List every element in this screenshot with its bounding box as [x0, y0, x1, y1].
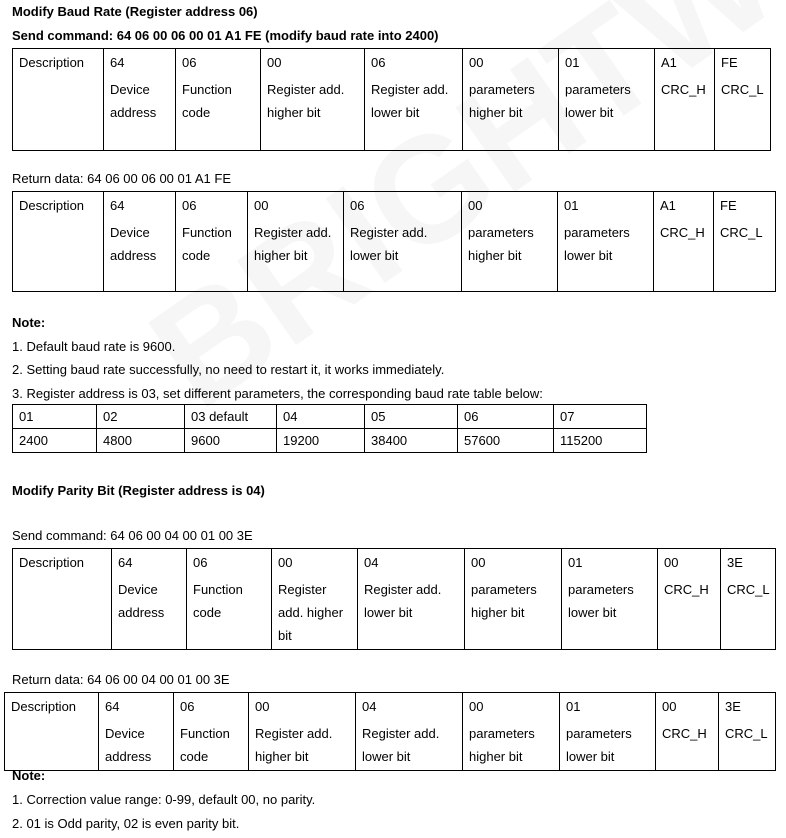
label-cell: Register add. lower bit [365, 76, 463, 151]
description-cell: Description [13, 549, 112, 650]
label-cell: Register add. lower bit [344, 219, 462, 292]
label-cell: Register add. lower bit [356, 720, 463, 771]
label-cell: Function code [176, 76, 261, 151]
label-cell: Register add. higher bit [261, 76, 365, 151]
rate-value-cell: 38400 [365, 429, 458, 453]
label-cell: Function code [176, 219, 248, 292]
label-cell: CRC_L [721, 576, 776, 650]
code-cell: 00 [248, 192, 344, 220]
code-cell: 00 [658, 549, 721, 577]
label-cell: CRC_L [714, 219, 776, 292]
rate-value-cell: 9600 [185, 429, 277, 453]
code-cell: 01 [560, 693, 656, 721]
rate-code-cell: 04 [277, 405, 365, 429]
code-cell: 01 [559, 49, 655, 77]
rate-value-cell: 115200 [554, 429, 647, 453]
rate-value-cell: 4800 [97, 429, 185, 453]
rate-value-cell: 19200 [277, 429, 365, 453]
code-cell: 00 [465, 549, 562, 577]
description-cell: Description [13, 192, 104, 292]
parity-note-title: Note: [12, 768, 46, 783]
code-cell: 00 [249, 693, 356, 721]
baud-note-1: 1. Default baud rate is 9600. [12, 339, 176, 354]
label-cell: parameters lower bit [559, 76, 655, 151]
label-cell: parameters higher bit [463, 76, 559, 151]
code-cell: 00 [463, 49, 559, 77]
description-cell: Description [13, 49, 104, 151]
label-cell: CRC_H [654, 219, 714, 292]
parity-send-table [12, 548, 776, 650]
code-cell: FE [715, 49, 771, 77]
label-cell: parameters lower bit [562, 576, 658, 650]
label-cell: CRC_L [719, 720, 776, 771]
code-cell: 00 [463, 693, 560, 721]
label-cell: Register add. higher bit [272, 576, 358, 650]
code-cell: A1 [654, 192, 714, 220]
baud-send-command: Send command: 64 06 00 06 00 01 A1 FE (modify baud rate into 2400) [12, 28, 439, 43]
rate-value-cell: 57600 [458, 429, 554, 453]
rate-code-cell: 06 [458, 405, 554, 429]
code-cell: 04 [356, 693, 463, 721]
baud-note-3: 3. Register address is 03, set different parameters, the corresponding baud rate table below: [12, 386, 543, 401]
code-cell: 00 [261, 49, 365, 77]
baud-heading: Modify Baud Rate (Register address 06) [12, 4, 258, 19]
label-cell: Device address [99, 720, 174, 771]
label-cell: Device address [112, 576, 187, 650]
parity-heading: Modify Parity Bit (Register address is 04) [12, 483, 265, 498]
label-cell: Device address [104, 219, 176, 292]
code-cell: 01 [558, 192, 654, 220]
code-cell: FE [714, 192, 776, 220]
code-cell: 06 [344, 192, 462, 220]
baud-rate-table [12, 404, 647, 453]
code-cell: 06 [176, 49, 261, 77]
label-cell: Function code [174, 720, 249, 771]
baud-return-table [12, 191, 776, 292]
label-cell: CRC_L [715, 76, 771, 151]
rate-code-cell: 03 default [185, 405, 277, 429]
code-cell: 64 [104, 49, 176, 77]
baud-send-table [12, 48, 771, 151]
code-cell: 06 [176, 192, 248, 220]
label-cell: parameters higher bit [463, 720, 560, 771]
code-cell: 00 [272, 549, 358, 577]
code-cell: 06 [174, 693, 249, 721]
code-cell: 3E [719, 693, 776, 721]
code-cell: 3E [721, 549, 776, 577]
description-cell: Description [5, 693, 99, 771]
rate-code-cell: 05 [365, 405, 458, 429]
parity-return-data: Return data: 64 06 00 04 00 01 00 3E [12, 672, 230, 687]
label-cell: CRC_H [656, 720, 719, 771]
label-cell: Device address [104, 76, 176, 151]
parity-note-1: 1. Correction value range: 0-99, default 00, no parity. [12, 792, 316, 807]
code-cell: 00 [462, 192, 558, 220]
code-cell: 00 [656, 693, 719, 721]
label-cell: Register add. higher bit [248, 219, 344, 292]
label-cell: parameters higher bit [462, 219, 558, 292]
code-cell: 64 [112, 549, 187, 577]
baud-return-data: Return data: 64 06 00 06 00 01 A1 FE [12, 171, 231, 186]
rate-code-cell: 02 [97, 405, 185, 429]
code-cell: 01 [562, 549, 658, 577]
parity-note-2: 2. 01 is Odd parity, 02 is even parity bit. [12, 816, 240, 831]
label-cell: parameters higher bit [465, 576, 562, 650]
code-cell: 06 [187, 549, 272, 577]
code-cell: 04 [358, 549, 465, 577]
baud-note-title: Note: [12, 315, 46, 330]
rate-value-cell: 2400 [13, 429, 97, 453]
label-cell: CRC_H [658, 576, 721, 650]
parity-send-command: Send command: 64 06 00 04 00 01 00 3E [12, 528, 253, 543]
label-cell: Function code [187, 576, 272, 650]
label-cell: parameters lower bit [560, 720, 656, 771]
baud-note-2: 2. Setting baud rate successfully, no need to restart it, it works immediately. [12, 362, 445, 377]
code-cell: 64 [104, 192, 176, 220]
code-cell: A1 [655, 49, 715, 77]
label-cell: parameters lower bit [558, 219, 654, 292]
rate-code-cell: 07 [554, 405, 647, 429]
label-cell: CRC_H [655, 76, 715, 151]
parity-return-table [4, 692, 776, 771]
label-cell: Register add. higher bit [249, 720, 356, 771]
label-cell: Register add. lower bit [358, 576, 465, 650]
code-cell: 64 [99, 693, 174, 721]
rate-code-cell: 01 [13, 405, 97, 429]
code-cell: 06 [365, 49, 463, 77]
